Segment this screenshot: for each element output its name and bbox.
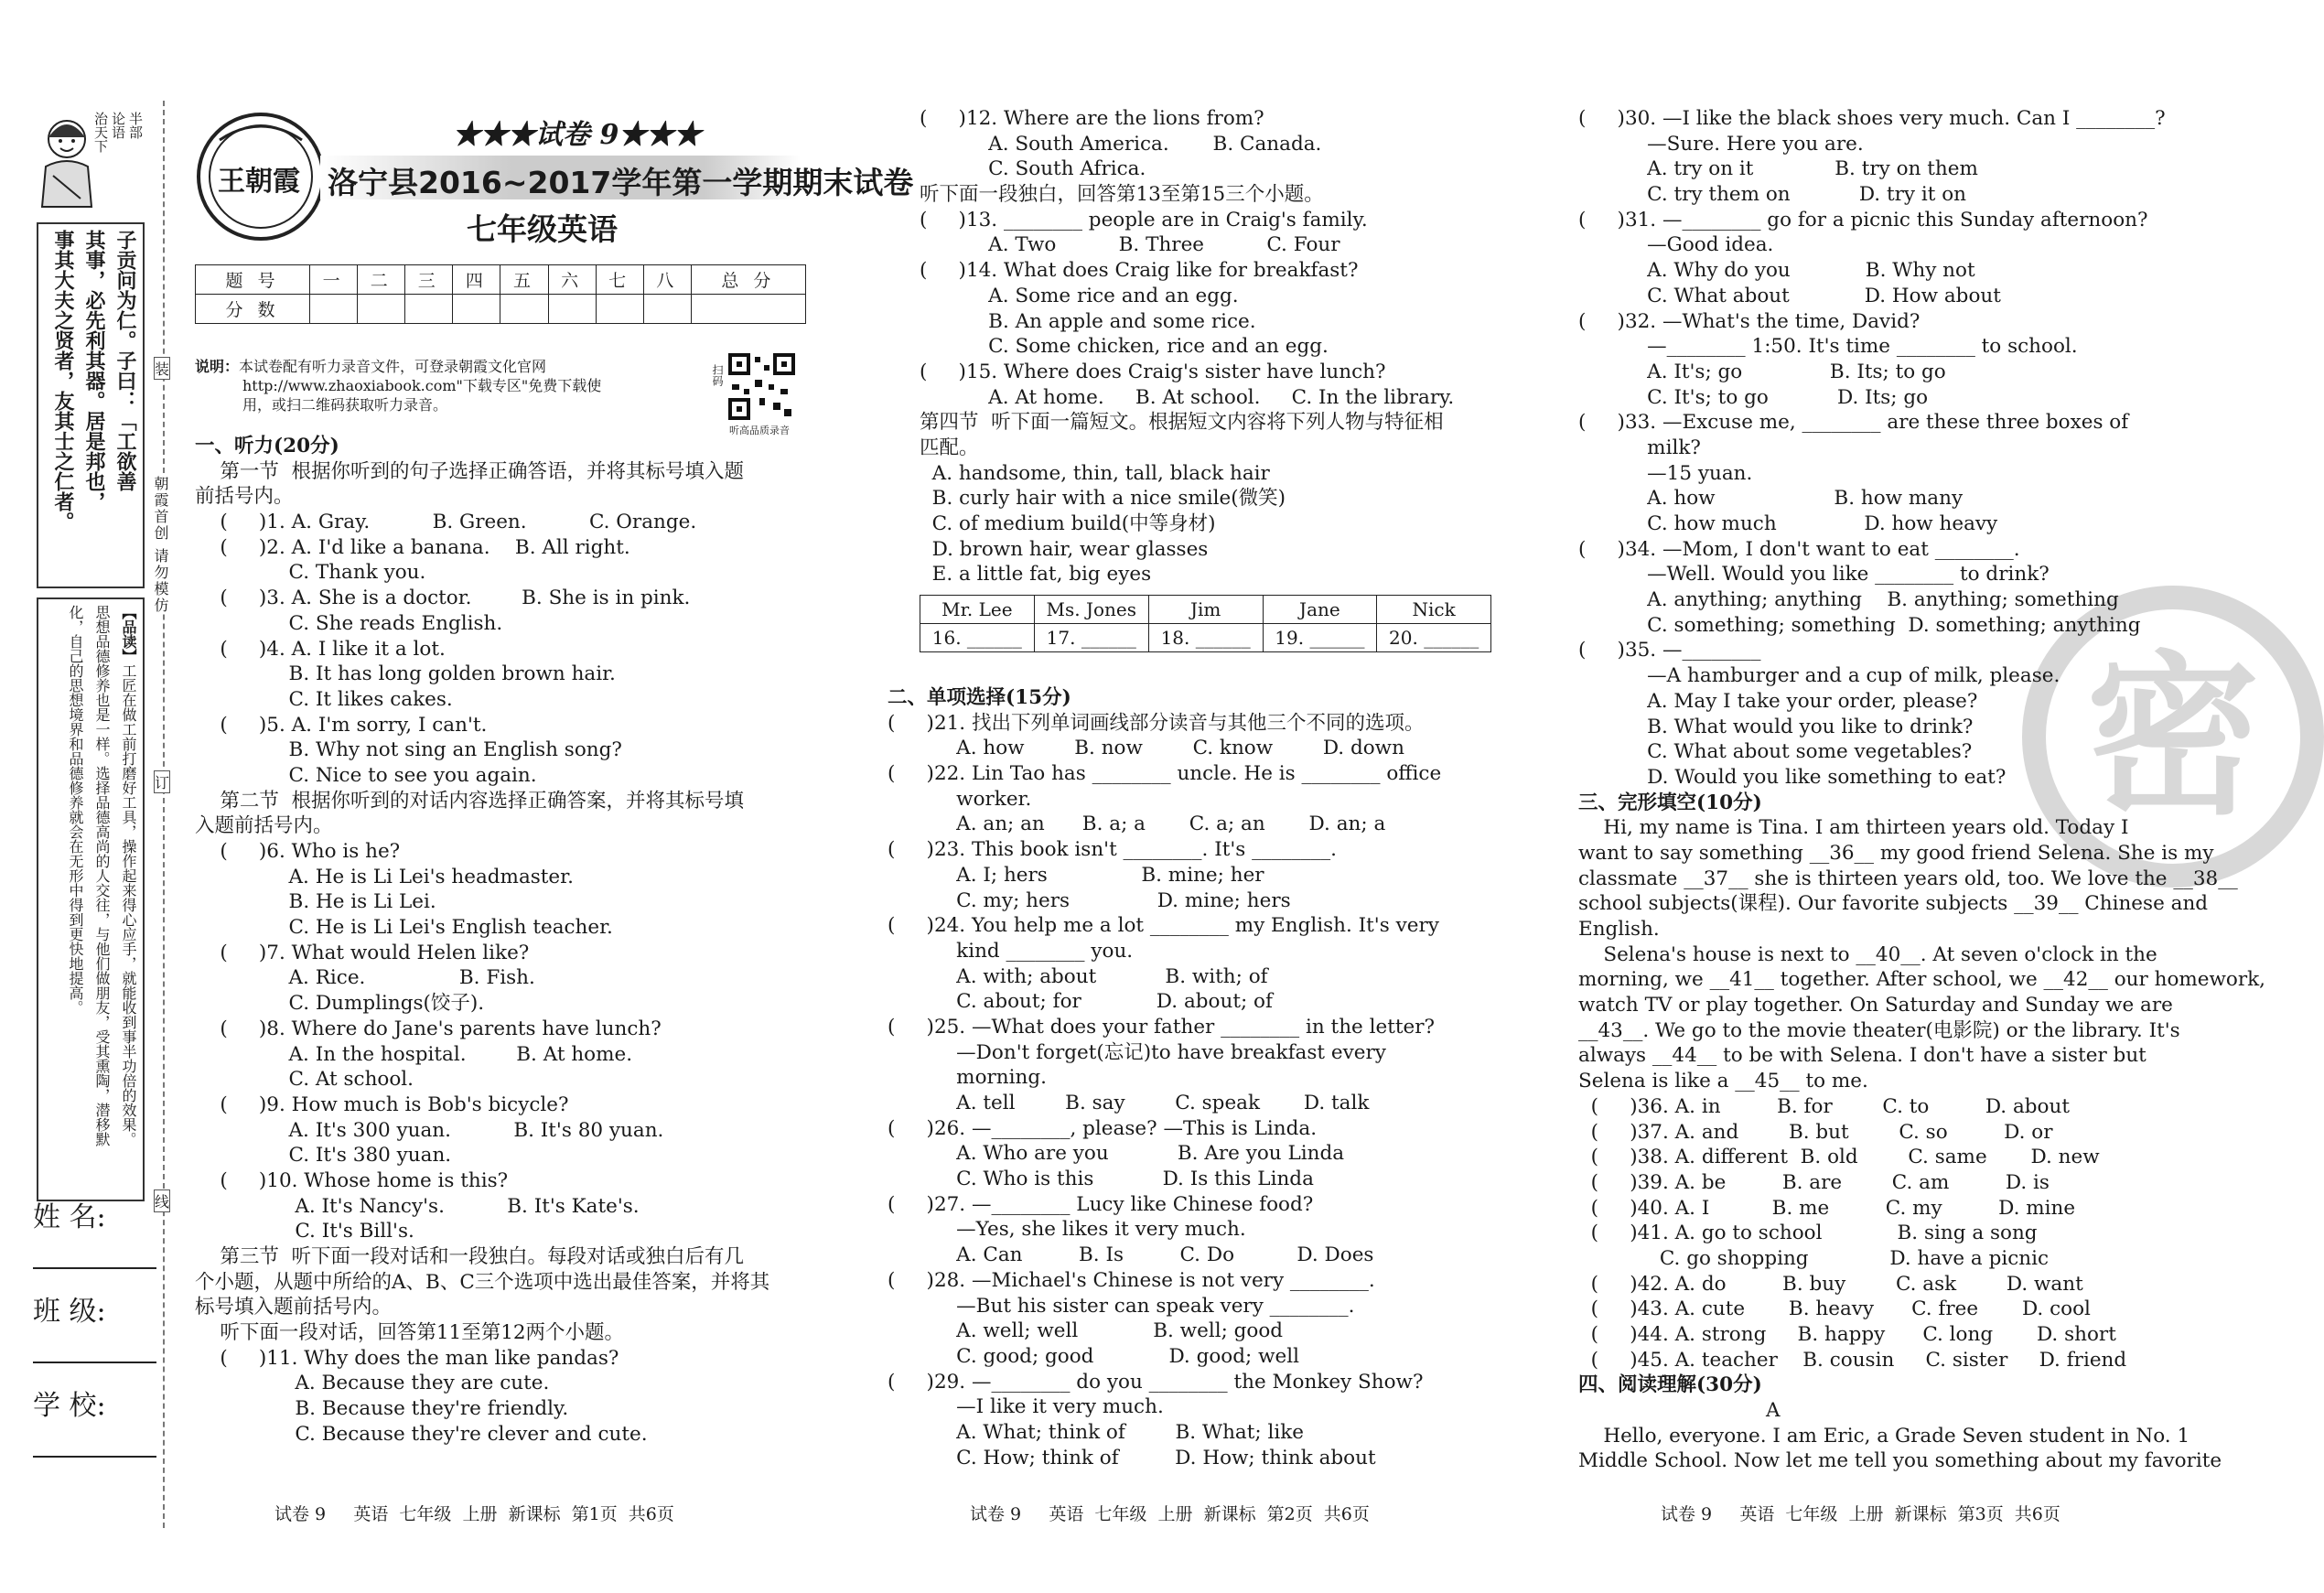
text-line: A. I; hers B. mine; her	[888, 863, 1264, 887]
text-line: ( )14. What does Craig like for breakfast?	[920, 259, 1359, 283]
text-line: Middle School. Now let me tell you something about my favorite	[1578, 1449, 2222, 1473]
text-line: Hello, everyone. I am Eric, a Grade Seven student in No. 1	[1578, 1424, 2190, 1448]
text-line: school subjects(课程). Our favorite subjects __39__ Chinese and	[1578, 892, 2209, 916]
page3-column	[1578, 106, 2266, 1474]
text-line: A. It's Nancy's. B. It's Kate's.	[195, 1194, 640, 1218]
text-line: C. my; hers D. mine; hers	[888, 888, 1291, 912]
page-footer: 试卷 9 英语 七年级 上册 新课标 第3页 共6页	[1661, 1504, 2060, 1524]
text-line: C. good; good D. good; well	[888, 1344, 1299, 1368]
text-line: ( )30. —I like the black shoes very much. Can I ________?	[1578, 107, 2166, 130]
text-line: —But his sister can speak very ________.	[888, 1294, 1355, 1318]
text-line: ( )44. A. strong B. happy C. long D. short	[1578, 1323, 2116, 1346]
field-school[interactable]	[33, 1383, 156, 1458]
text-line: C. It likes cakes.	[195, 687, 453, 711]
score-cell: 五	[500, 265, 548, 295]
score-input[interactable]	[500, 295, 548, 324]
text-line: A. Two B. Three C. Four	[920, 233, 1340, 257]
text-line: C. go shopping D. have a picnic	[1578, 1246, 2050, 1270]
text-line: A. handsome, thin, tall, black hair	[920, 461, 1270, 485]
sidebar	[27, 108, 151, 1146]
score-input[interactable]	[691, 295, 805, 324]
text-line: A. try on it B. try on them	[1578, 157, 1978, 181]
text-line: B. An apple and some rice.	[920, 309, 1256, 333]
text-line: A. Because they are cute.	[195, 1372, 550, 1395]
text-line: C. He is Li Lei's English teacher.	[195, 916, 613, 940]
text-line: ( )8. Where do Jane's parents have lunch?	[195, 1017, 662, 1040]
text-line: ( )38. A. different B. old C. same D. new	[1578, 1146, 2100, 1169]
text-line: kind ________ you.	[888, 939, 1134, 963]
motto-line: 治天下	[92, 112, 109, 153]
text-line: English.	[1578, 918, 1660, 941]
text-line: B. curly hair with a nice smile(微笑)	[920, 487, 1286, 511]
text-line: A. May I take your order, please?	[1578, 689, 1978, 713]
cut-mark: 订	[154, 770, 170, 793]
score-input[interactable]	[405, 295, 453, 324]
text-line: B. What would you like to drink?	[1578, 715, 1974, 738]
motto-box	[92, 112, 144, 212]
text-line: 二、单项选择(15分)	[888, 686, 1071, 709]
text-line: 第二节 根据你听到的对话内容选择正确答案，并将其标号填	[195, 789, 745, 813]
quote-line: 子贡问为仁。子曰：「工欲善	[113, 230, 137, 491]
match-name-cell: Ms. Jones	[1034, 596, 1148, 624]
text-line: C. It's; to go D. Its; go	[1578, 385, 1929, 409]
text-line: 入题前括号内。	[195, 814, 333, 838]
text-line: C. try them on D. try it on	[1578, 183, 1967, 207]
text-line: ( )12. Where are the lions from?	[920, 107, 1264, 130]
qr-caption: 听高品质录音	[729, 425, 790, 436]
text-line: —Good idea.	[1578, 233, 1774, 257]
score-input[interactable]	[453, 295, 500, 324]
score-cell: 八	[643, 265, 691, 295]
text-line: A. He is Li Lei's headmaster.	[195, 865, 574, 888]
text-line: watch TV or play together. On Saturday and Sunday we are	[1578, 994, 2173, 1017]
text-line: A	[1578, 1399, 1781, 1423]
text-line: B. He is Li Lei.	[195, 890, 436, 914]
match-name-cell: Mr. Lee	[920, 596, 1035, 624]
text-line: A. well; well B. well; good	[888, 1319, 1284, 1343]
text-line: worker.	[888, 787, 1032, 811]
exam-title: 洛宁县2016~2017学年第一学期期末试卷	[328, 165, 914, 200]
text-line: 标号填入题前括号内。	[195, 1296, 393, 1319]
field-class-label: 班 级:	[33, 1296, 106, 1328]
field-name-label: 姓 名:	[33, 1201, 106, 1233]
text-line: ( )1. A. Gray. B. Green. C. Orange.	[195, 511, 697, 534]
text-line: ( )4. A. I like it a lot.	[195, 637, 446, 661]
text-line: B. It has long golden brown hair.	[195, 662, 616, 686]
motto-line: 论语	[110, 112, 126, 139]
text-line: —Well. Would you like ________ to drink?	[1578, 563, 2050, 587]
page2-column-top	[920, 106, 1505, 587]
watermark-char: 密	[2085, 636, 2260, 838]
score-input[interactable]	[643, 295, 691, 324]
score-input[interactable]	[310, 295, 358, 324]
text-line: ( )10. Whose home is this?	[195, 1168, 509, 1192]
pinread-line: 工匠在做工前打磨好工具，操作起来得心应手，就能收到事半功倍的效果。	[120, 663, 137, 1146]
match-blank-cell[interactable]: 18. ______	[1148, 624, 1263, 652]
text-line: ( )31. —________ go for a picnic this Sunday afternoon?	[1578, 208, 2148, 231]
text-line: E. a little fat, big eyes	[920, 563, 1152, 587]
score-cell: 三	[405, 265, 453, 295]
text-line: want to say something __36__ my good friend Selena. She is my	[1578, 841, 2214, 865]
match-names-row	[920, 596, 1491, 624]
notice-line: 用，或扫二维码获取听力录音。	[242, 396, 448, 414]
field-name[interactable]	[33, 1194, 156, 1269]
score-input[interactable]	[596, 295, 643, 324]
pinread-line: 思想品德修养也是一样。选择品德高尚的人交往，与他们做朋友，受其熏陶，潜移默	[93, 605, 111, 1146]
text-line: C. something; something D. something; anything	[1578, 613, 2141, 637]
page2-column-bottom	[888, 685, 1505, 1470]
motto-line: 半部	[127, 112, 144, 139]
notice-label: 说明：	[195, 358, 240, 375]
score-input[interactable]	[358, 295, 405, 324]
score-table-header	[196, 265, 806, 295]
text-line: A. Who are you B. Are you Linda	[888, 1142, 1345, 1166]
text-line: morning.	[888, 1066, 1047, 1090]
text-line: A. Some rice and an egg.	[920, 284, 1239, 307]
text-line: A. What; think of B. What; like	[888, 1420, 1304, 1444]
text-line: C. Who is this D. Is this Linda	[888, 1168, 1314, 1191]
series-title: ★★★试卷 9★★★	[453, 119, 702, 151]
text-line: classmate __37__ she is thirteen years old, too. We love the __38__	[1578, 866, 2238, 890]
text-line: ( )23. This book isn't ________. It's ________.	[888, 838, 1337, 862]
text-line: A. an; an B. a; a C. a; an D. an; a	[888, 813, 1386, 836]
text-line: A. In the hospital. B. At home.	[195, 1042, 633, 1066]
text-line: ( )36. A. in B. for C. to D. about	[1578, 1094, 2070, 1118]
pinread-line: 化，自己的思想境界和品德修养就会在无形中得到更快地提高。	[67, 605, 84, 1015]
pinread-block	[37, 597, 145, 1201]
text-line: 第一节 根据你听到的句子选择正确答语，并将其标号填入题	[195, 459, 745, 483]
text-line: 三、完形填空(10分)	[1578, 791, 1762, 814]
text-line: 四、阅读理解(30分)	[1578, 1373, 1762, 1397]
match-blank-cell[interactable]: 16. ______	[920, 624, 1035, 652]
text-line: C. of medium build(中等身材)	[920, 512, 1216, 535]
text-line: ( )26. —________, please? —This is Linda.	[888, 1116, 1318, 1140]
text-line: 前括号内。	[195, 485, 294, 509]
score-cell: 七	[596, 265, 643, 295]
match-name-cell: Jim	[1148, 596, 1263, 624]
text-line: ( )7. What would Helen like?	[195, 941, 530, 964]
text-line: ( )11. Why does the man like pandas?	[195, 1346, 619, 1370]
text-line: —Sure. Here you are.	[1578, 132, 1864, 156]
text-line: C. South Africa.	[920, 157, 1146, 181]
match-blank-cell[interactable]: 19. ______	[1263, 624, 1377, 652]
text-line: ( )27. —________ Lucy like Chinese food?	[888, 1192, 1314, 1216]
quote-line: 其事，必先利其器。居是邦也，	[82, 230, 106, 511]
text-line: morning, we __41__ together. After school, we __42__ our homework,	[1578, 968, 2266, 992]
text-line: A. Why do you B. Why not	[1578, 259, 1975, 283]
text-line: —Don't forget(忘记)to have breakfast every	[888, 1040, 1386, 1064]
text-line: ( )5. A. I'm sorry, I can't.	[195, 713, 488, 737]
text-line: ( )28. —Michael's Chinese is not very ________.	[888, 1268, 1375, 1292]
text-line: ( )9. How much is Bob's bicycle?	[195, 1092, 569, 1116]
notice	[195, 357, 707, 414]
text-line: C. It's Bill's.	[195, 1220, 414, 1243]
text-line: ( )3. A. She is a doctor. B. She is in pink.	[195, 587, 691, 610]
text-line: —I like it very much.	[888, 1395, 1164, 1419]
text-line: B. Because they're friendly.	[195, 1397, 569, 1421]
cut-line	[163, 101, 165, 1528]
text-line: A. Rice. B. Fish.	[195, 966, 535, 990]
text-line: A. anything; anything B. anything; something	[1578, 588, 2119, 612]
text-line: C. She reads English.	[195, 611, 503, 635]
text-line: C. Nice to see you again.	[195, 763, 537, 787]
sage-cartoon-icon	[35, 112, 99, 212]
score-cell: 题 号	[196, 265, 310, 295]
text-line: ( )45. A. teacher B. cousin C. sister D. friend	[1578, 1348, 2127, 1372]
field-school-label: 学 校:	[33, 1390, 106, 1422]
qr-code-icon[interactable]	[727, 352, 796, 421]
pinread-label: 【品读】	[120, 605, 137, 663]
text-line: ( )13. ________ people are in Craig's family.	[920, 208, 1368, 231]
text-line: C. What about some vegetables?	[1578, 740, 1973, 764]
text-line: C. Thank you.	[195, 561, 426, 585]
page-footer: 试卷 9 英语 七年级 上册 新课标 第2页 共6页	[970, 1504, 1370, 1524]
text-line: ( )40. A. I B. me C. my D. mine	[1578, 1196, 2076, 1220]
text-line: A. with; about B. with; of	[888, 964, 1268, 988]
text-line: 一、听力(20分)	[195, 435, 339, 457]
text-line: ( )33. —Excuse me, ________ are these three boxes of	[1578, 411, 2129, 435]
text-line: C. how much D. how heavy	[1578, 512, 1998, 535]
text-line: ( )42. A. do B. buy C. ask D. want	[1578, 1272, 2083, 1296]
cut-mark: 装	[154, 357, 170, 380]
text-line: ( )43. A. cute B. heavy C. free D. cool	[1578, 1297, 2091, 1321]
match-name-cell: Jane	[1263, 596, 1377, 624]
text-line: Hi, my name is Tina. I am thirteen years old. Today I	[1578, 816, 2129, 840]
text-line: ( )21. 找出下列单词画线部分读音与其他三个不同的选项。	[888, 711, 1425, 735]
text-line: C. At school.	[195, 1068, 414, 1092]
logo-text: 王朝霞	[218, 166, 300, 198]
text-line: Selena is like a __45__ to me.	[1578, 1070, 1868, 1093]
match-blank-cell[interactable]: 20. ______	[1377, 624, 1491, 652]
score-cell: 四	[453, 265, 500, 295]
publisher-logo	[192, 108, 329, 245]
text-line: —15 yuan.	[1578, 461, 1753, 485]
text-line: ( )35. —________	[1578, 639, 1761, 662]
qr-side-label: 扫码	[711, 364, 724, 386]
page-footer: 试卷 9 英语 七年级 上册 新课标 第1页 共6页	[274, 1504, 674, 1524]
text-line: ( )24. You help me a lot ________ my English. It's very	[888, 914, 1439, 938]
field-class[interactable]	[33, 1288, 156, 1363]
text-line: Selena's house is next to __40__. At seven o'clock in the	[1578, 942, 2157, 966]
text-line: A. how B. how many	[1578, 487, 1964, 511]
text-line: 匹配。	[920, 436, 979, 459]
quote-block	[37, 222, 145, 588]
text-line: 第四节 听下面一篇短文。根据短文内容将下列人物与特征相	[920, 411, 1444, 435]
text-line: 第三节 听下面一段对话和一段独白。每段对话或独白后有几	[195, 1245, 745, 1268]
text-line: C. Because they're clever and cute.	[195, 1422, 648, 1446]
text-line: ( )2. A. I'd like a banana. B. All right.	[195, 535, 630, 559]
text-line: A. South America. B. Canada.	[920, 132, 1322, 156]
notice-line: http://www.zhaoxiabook.com"下载专区"免费下载使	[242, 377, 602, 394]
text-line: A. Can B. Is C. Do D. Does	[888, 1243, 1374, 1267]
text-line: ( )32. —What's the time, David?	[1578, 309, 1921, 333]
text-line: 听下面一段独白，回答第13至第15三个小题。	[920, 183, 1324, 207]
score-cell: 六	[548, 265, 596, 295]
text-line: A. how B. now C. know D. down	[888, 737, 1404, 760]
text-line: ( )39. A. be B. are C. am D. is	[1578, 1170, 2050, 1194]
match-table	[920, 595, 1491, 652]
text-line: ( )6. Who is he?	[195, 840, 401, 863]
text-line: A. It's; go B. Its; to go	[1578, 360, 1946, 383]
score-table	[195, 264, 806, 324]
text-line: ( )34. —Mom, I don't want to eat ________.	[1578, 537, 2020, 561]
text-line: —________ 1:50. It's time ________ to school.	[1578, 335, 2078, 359]
text-line: —Yes, she likes it very much.	[888, 1218, 1246, 1242]
score-cell: 二	[358, 265, 405, 295]
text-line: 个小题，从题中所给的A、B、C三个选项中选出最佳答案，并将其	[195, 1270, 770, 1294]
notice-line: 本试卷配有听力录音文件，可登录朝霞文化官网	[239, 358, 547, 375]
text-line: D. brown hair, wear glasses	[920, 537, 1209, 561]
text-line: D. Would you like something to eat?	[1578, 765, 2007, 789]
exam-subtitle: 七年级英语	[467, 211, 618, 247]
text-line: C. How; think of D. How; think about	[888, 1446, 1376, 1469]
match-name-cell: Nick	[1377, 596, 1491, 624]
match-blank-cell[interactable]: 17. ______	[1034, 624, 1148, 652]
text-line: C. It's 380 yuan.	[195, 1144, 452, 1168]
score-cell: 分 数	[196, 295, 310, 324]
text-line: —A hamburger and a cup of milk, please.	[1578, 664, 2060, 688]
text-line: ( )25. —What does your father ________ in the letter?	[888, 1015, 1436, 1039]
match-blanks-row	[920, 624, 1491, 652]
text-line: ( )41. A. go to school B. sing a song	[1578, 1222, 2038, 1245]
text-line: C. What about D. How about	[1578, 284, 2001, 307]
text-line: milk?	[1578, 436, 1701, 459]
text-line: A. It's 300 yuan. B. It's 80 yuan.	[195, 1118, 664, 1142]
cut-line-text: 朝霞首创 请勿模仿	[152, 476, 169, 615]
quote-line: 事其大夫之贤者，友其士之仁者。	[51, 230, 75, 532]
score-cell: 一	[310, 265, 358, 295]
text-line: B. Why not sing an English song?	[195, 738, 622, 762]
text-line: C. Dumplings(饺子).	[195, 992, 485, 1016]
cut-mark: 线	[154, 1189, 170, 1212]
text-line: __43__. We go to the movie theater(电影院) or the library. It's	[1578, 1018, 2180, 1042]
text-line: A. At home. B. At school. C. In the library.	[920, 385, 1455, 409]
text-line: always __44__ to be with Selena. I don't have a sister but	[1578, 1044, 2146, 1068]
page1-column	[195, 434, 810, 1448]
score-cell: 总 分	[691, 265, 805, 295]
text-line: ( )15. Where does Craig's sister have lunch?	[920, 360, 1386, 383]
text-line: A. tell B. say C. speak D. talk	[888, 1092, 1370, 1114]
text-line: ( )37. A. and B. but C. so D. or	[1578, 1120, 2053, 1144]
text-line: ( )29. —________ do you ________ the Monkey Show?	[888, 1370, 1424, 1394]
text-line: 听下面一段对话，回答第11至第12两个小题。	[195, 1321, 625, 1345]
text-line: ( )22. Lin Tao has ________ uncle. He is ________ office	[888, 762, 1442, 786]
text-line: C. about; for D. about; of	[888, 990, 1273, 1014]
text-line: C. Some chicken, rice and an egg.	[920, 335, 1329, 359]
score-table-row	[196, 295, 806, 324]
score-input[interactable]	[548, 295, 596, 324]
